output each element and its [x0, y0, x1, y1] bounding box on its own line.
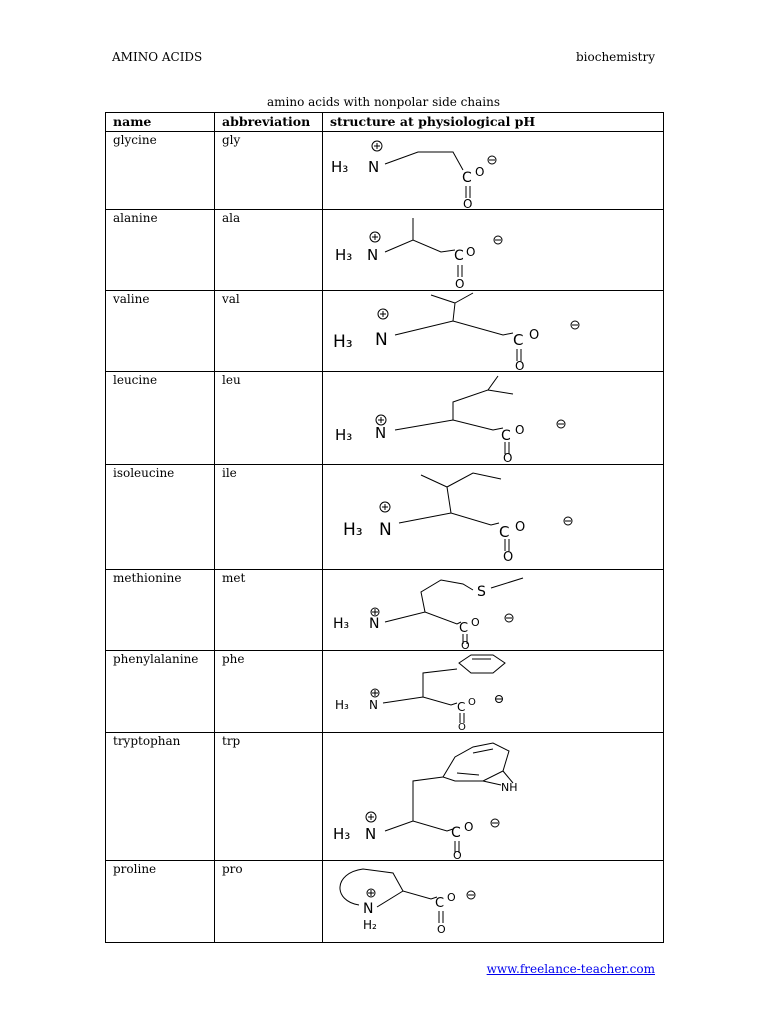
svg-text:O: O: [447, 891, 456, 904]
table-row: [106, 372, 664, 465]
svg-text:C: C: [499, 523, 510, 541]
svg-text:C: C: [462, 170, 472, 186]
svg-text:O: O: [453, 849, 462, 859]
svg-text:S: S: [477, 584, 486, 600]
svg-text:C: C: [457, 700, 466, 714]
svg-text:O: O: [515, 423, 525, 437]
svg-text:O: O: [437, 923, 446, 936]
amino-acid-table: [105, 112, 664, 943]
svg-text:O: O: [461, 639, 470, 649]
amino-acid-name: leucine: [106, 372, 215, 465]
amino-acid-abbreviation: pro: [215, 861, 323, 943]
svg-text:O: O: [471, 616, 480, 629]
structure-cell: [323, 132, 664, 210]
leucine-structure-drawing: [323, 372, 661, 463]
svg-text:H₃: H₃: [343, 520, 363, 540]
svg-text:N: N: [379, 520, 392, 540]
svg-text:N: N: [363, 901, 374, 917]
amino-acid-abbreviation: ala: [215, 210, 323, 291]
table-row: [106, 465, 664, 570]
table-caption: amino acids with nonpolar side chains: [266, 95, 501, 109]
svg-text:N: N: [375, 330, 388, 350]
svg-text:C: C: [459, 621, 469, 636]
svg-text:N: N: [369, 616, 380, 632]
svg-text:N: N: [375, 424, 387, 442]
table-row: [106, 861, 664, 943]
amino-acid-abbreviation: trp: [215, 733, 323, 861]
column-header-abbreviation: abbreviation: [215, 113, 323, 132]
amino-acid-abbreviation: phe: [215, 651, 323, 733]
structure-cell: [323, 210, 664, 291]
amino-acid-abbreviation: val: [215, 291, 323, 372]
structure-cell: [323, 291, 664, 372]
alanine-structure-drawing: [323, 210, 661, 289]
column-header-structure: structure at physiological pH: [323, 113, 664, 132]
structure-cell: [323, 465, 664, 570]
footer-website-link[interactable]: www.freelance-teacher.com: [486, 962, 655, 976]
structure-cell: [323, 570, 664, 651]
svg-text:H₃: H₃: [331, 158, 349, 176]
amino-acid-abbreviation: gly: [215, 132, 323, 210]
svg-text:C: C: [513, 331, 524, 349]
amino-acid-name: glycine: [106, 132, 215, 210]
amino-acid-name: methionine: [106, 570, 215, 651]
svg-text:O: O: [503, 451, 513, 463]
valine-structure-drawing: [323, 291, 661, 370]
glycine-structure-drawing: [323, 132, 661, 208]
svg-text:H₃: H₃: [333, 825, 351, 843]
svg-text:N: N: [367, 246, 379, 264]
amino-acid-abbreviation: met: [215, 570, 323, 651]
isoleucine-structure-drawing: [323, 465, 661, 568]
header-title: AMINO ACIDS: [112, 50, 203, 64]
svg-text:O: O: [458, 722, 466, 731]
amino-acid-name: isoleucine: [106, 465, 215, 570]
svg-text:N: N: [365, 825, 377, 843]
svg-text:O: O: [455, 277, 465, 289]
svg-text:H₃: H₃: [333, 616, 350, 632]
svg-text:H₃: H₃: [333, 332, 353, 352]
svg-text:O: O: [466, 245, 476, 259]
proline-structure-drawing: [323, 861, 661, 941]
methionine-structure-drawing: [323, 570, 661, 649]
amino-acid-abbreviation: ile: [215, 465, 323, 570]
amino-acid-name: proline: [106, 861, 215, 943]
svg-text:N: N: [368, 158, 380, 176]
svg-text:O: O: [468, 697, 476, 708]
header-subject: biochemistry: [575, 50, 655, 64]
table-header-row: [106, 113, 664, 132]
svg-text:C: C: [435, 896, 445, 911]
svg-text:N: N: [369, 698, 378, 712]
svg-text:H₃: H₃: [335, 246, 353, 264]
table-row: [106, 651, 664, 733]
svg-text:O: O: [515, 359, 525, 370]
svg-text:C: C: [454, 248, 464, 264]
tryptophan-structure-drawing: [323, 733, 661, 859]
svg-text:C: C: [451, 825, 461, 841]
structure-cell: [323, 651, 664, 733]
phenylalanine-structure-drawing: [323, 651, 661, 731]
svg-text:O: O: [475, 165, 485, 179]
table-row: [106, 210, 664, 291]
svg-text:O: O: [464, 820, 474, 834]
svg-text:H₂: H₂: [363, 918, 377, 932]
svg-text:O: O: [463, 197, 473, 208]
structure-cell: [323, 861, 664, 943]
table-row: [106, 132, 664, 210]
svg-text:O: O: [529, 328, 540, 343]
svg-text:H₃: H₃: [335, 698, 349, 712]
svg-text:H₃: H₃: [335, 426, 353, 444]
table-row: [106, 570, 664, 651]
structure-cell: [323, 733, 664, 861]
amino-acid-abbreviation: leu: [215, 372, 323, 465]
structure-cell: [323, 372, 664, 465]
table-row: [106, 291, 664, 372]
amino-acid-name: phenylalanine: [106, 651, 215, 733]
column-header-name: name: [106, 113, 215, 132]
svg-text:C: C: [501, 428, 511, 444]
svg-text:NH: NH: [501, 781, 518, 794]
amino-acid-name: valine: [106, 291, 215, 372]
amino-acid-name: tryptophan: [106, 733, 215, 861]
amino-acid-name: alanine: [106, 210, 215, 291]
svg-text:O: O: [515, 520, 526, 535]
svg-text:O: O: [503, 550, 514, 565]
table-row: [106, 733, 664, 861]
